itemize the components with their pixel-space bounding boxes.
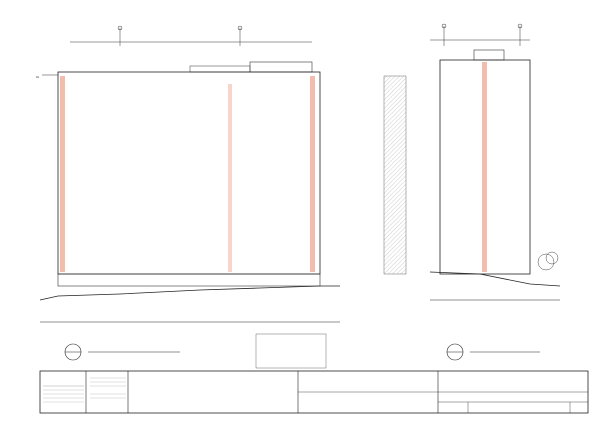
- svg-text:RL: RL: [36, 76, 40, 79]
